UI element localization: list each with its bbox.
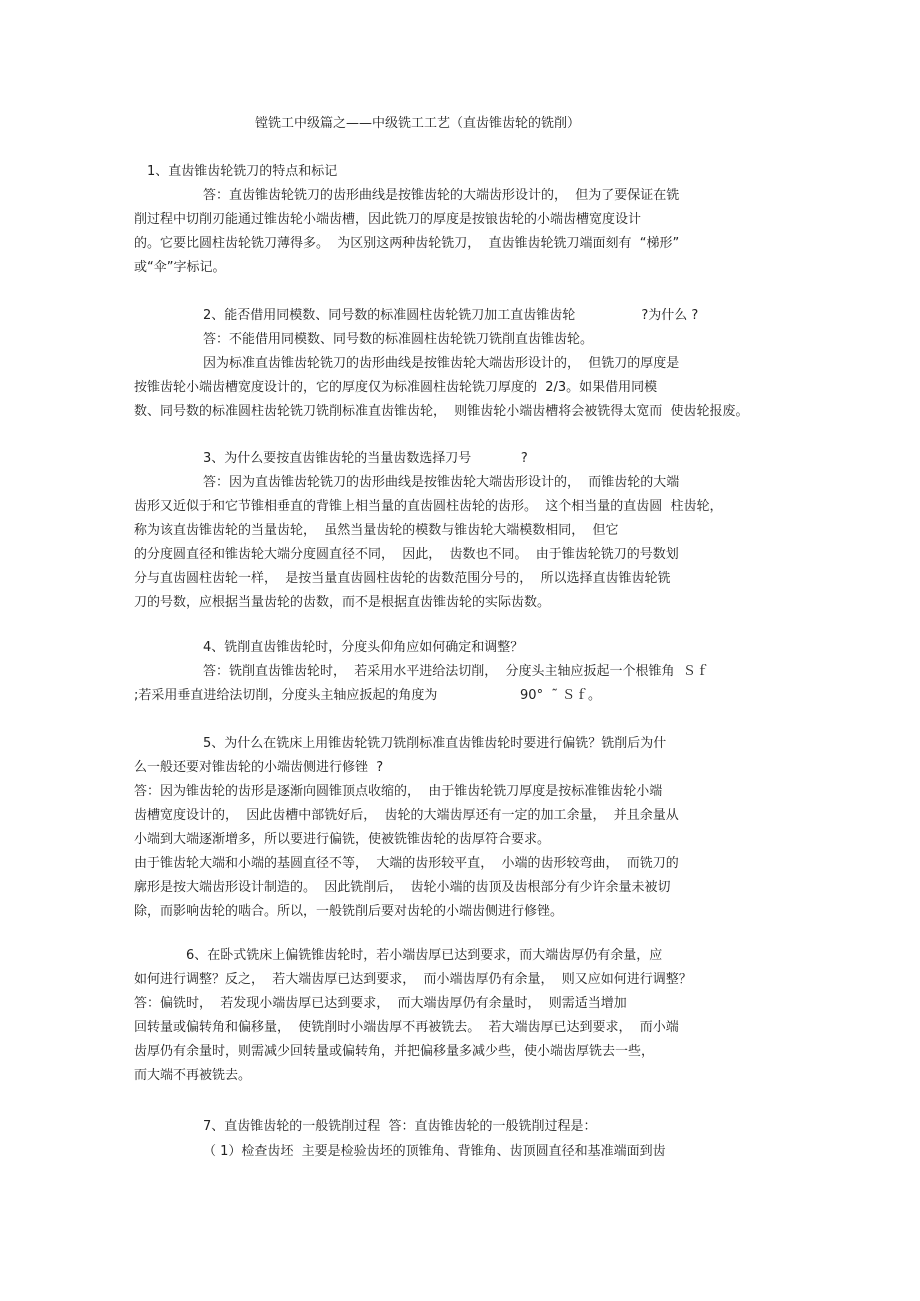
- s3-line: 齿形又近似于和它节锥相垂直的背锥上相当量的直齿圆柱齿轮的齿形。 这个相当量的直齿圆 柱齿轮，: [134, 499, 723, 514]
- s2-question: 2、能否借用同模数、同号数的标准圆柱齿轮铣刀加工直齿锥齿轮 ?为什么 ?: [203, 308, 699, 323]
- s6-line: 答：偏铣时， 若发现小端齿厚已达到要求， 而大端齿厚仍有余量时， 则需适当增加: [134, 996, 627, 1011]
- s7-line: （ 1）检查齿坯 主要是检验齿坯的顶锥角、背锥角、齿顶圆直径和基准端面到齿: [203, 1144, 666, 1159]
- doc-title: 镗铣工中级篇之——中级铣工工艺（直齿锥齿轮的铣削）: [255, 116, 581, 131]
- s1-line: 的。它要比圆柱齿轮铣刀薄得多。 为区别这两种齿轮铣刀， 直齿锥齿轮铣刀端面刻有 “梯形”: [134, 236, 680, 251]
- s5-line: 答：因为锥齿轮的齿形是逐渐向圆锥顶点收缩的， 由于锥齿轮铣刀厚度是按标准锥齿轮小端: [134, 784, 663, 799]
- s3-line: 刀的号数，应根据当量齿轮的齿数，而不是根据直齿锥齿轮的实际齿数。: [134, 595, 551, 610]
- s6-question: 6、在卧式铣床上偏铣锥齿轮时，若小端齿厚已达到要求，而大端齿厚仍有余量，应: [186, 948, 663, 963]
- s6-line: 齿厚仍有余量时，则需减少回转量或偏转角，并把偏移量多减少些，使小端齿厚铣去一些，: [134, 1044, 655, 1059]
- s2-line: 因为标准直齿锥齿轮铣刀的齿形曲线是按锥齿轮大端齿形设计的， 但铣刀的厚度是: [203, 356, 680, 371]
- s6-line: 而大端不再被铣去。: [134, 1068, 252, 1083]
- s5-line: 小端到大端逐渐增多，所以要进行偏铣，使被铣锥齿轮的齿厚符合要求。: [134, 832, 551, 847]
- s5-line: 由于锥齿轮大端和小端的基圆直径不等， 大端的齿形较平直， 小端的齿形较弯曲， 而铣刀的: [134, 856, 679, 871]
- s2-line: 按锥齿轮小端齿槽宽度设计的，它的厚度仅为标准圆柱齿轮铣刀厚度的 2/3。如果借用同模: [134, 380, 658, 395]
- s3-question: 3、为什么要按直齿锥齿轮的当量齿数选择刀号 ?: [203, 451, 528, 466]
- s4-question: 4、铣削直齿锥齿轮时，分度头仰角应如何确定和调整？: [203, 640, 524, 655]
- s3-line: 称为该直齿锥齿轮的当量齿轮， 虽然当量齿轮的模数与锥齿轮大端模数相同， 但它: [134, 523, 619, 538]
- s1-line: 或“伞”字标记。: [134, 260, 226, 275]
- s3-line: 答：因为直齿锥齿轮铣刀的齿形曲线是按锥齿轮大端齿形设计的， 而锥齿轮的大端: [203, 475, 680, 490]
- s1-line: 答：直齿锥齿轮铣刀的齿形曲线是按锥齿轮的大端齿形设计的， 但为了要保证在铣: [203, 188, 680, 203]
- s2-line: 数、同号数的标准圆柱齿轮铣刀铣削标准直齿锥齿轮， 则锥齿轮小端齿槽将会被铣得太宽而 使齿轮报废。: [134, 404, 749, 419]
- s6-line: 如何进行调整？反之， 若大端齿厚已达到要求， 而小端齿厚仍有余量， 则又应如何进行调整？: [134, 972, 692, 987]
- s1-question: 1、直齿锥齿轮铣刀的特点和标记: [147, 164, 338, 179]
- s2-line: 答：不能借用同模数、同号数的标准圆柱齿轮铣刀铣削直齿锥齿轮。: [203, 332, 594, 347]
- s5-question: 5、为什么在铣床上用锥齿轮铣刀铣削标准直齿锥齿轮时要进行偏铣？铣削后为什: [203, 736, 667, 751]
- s5-line: 么一般还要对锥齿轮的小端齿侧进行修锉 ?: [134, 760, 384, 775]
- s5-line: 齿槽宽度设计的， 因此齿槽中部铣好后， 齿轮的大端齿厚还有一定的加工余量， 并且余量从: [134, 808, 679, 823]
- s3-line: 的分度圆直径和锥齿轮大端分度圆直径不同， 因此， 齿数也不同。 由于锥齿轮铣刀的号数划: [134, 547, 679, 562]
- s4-line: 答：铣削直齿锥齿轮时， 若采用水平进给法切削， 分度头主轴应扳起一个根锥角 Ｓｆ: [203, 664, 709, 679]
- s7-question: 7、直齿锥齿轮的一般铣削过程 答：直齿锥齿轮的一般铣削过程是：: [203, 1119, 597, 1134]
- s4-line: ;若采用垂直进给法切削，分度头主轴应扳起的角度为 90° ˜ Ｓｆ。: [134, 688, 601, 703]
- s5-line: 廓形是按大端齿形设计制造的。 因此铣削后， 齿轮小端的齿顶及齿根部分有少许余量未被切: [134, 880, 671, 895]
- s6-line: 回转量或偏转角和偏移量， 使铣削时小端齿厚不再被铣去。 若大端齿厚已达到要求， 而小端: [134, 1020, 679, 1035]
- s5-line: 除，而影响齿轮的啮合。所以，一般铣削后要对齿轮的小端齿侧进行修锉。: [134, 904, 564, 919]
- s1-line: 削过程中切削刃能通过锥齿轮小端齿槽，因此铣刀的厚度是按锒齿轮的小端齿槽宽度设计: [134, 212, 642, 227]
- s3-line: 分与直齿圆柱齿轮一样， 是按当量直齿圆柱齿轮的齿数范围分号的， 所以选择直齿锥齿轮铣: [134, 571, 671, 586]
